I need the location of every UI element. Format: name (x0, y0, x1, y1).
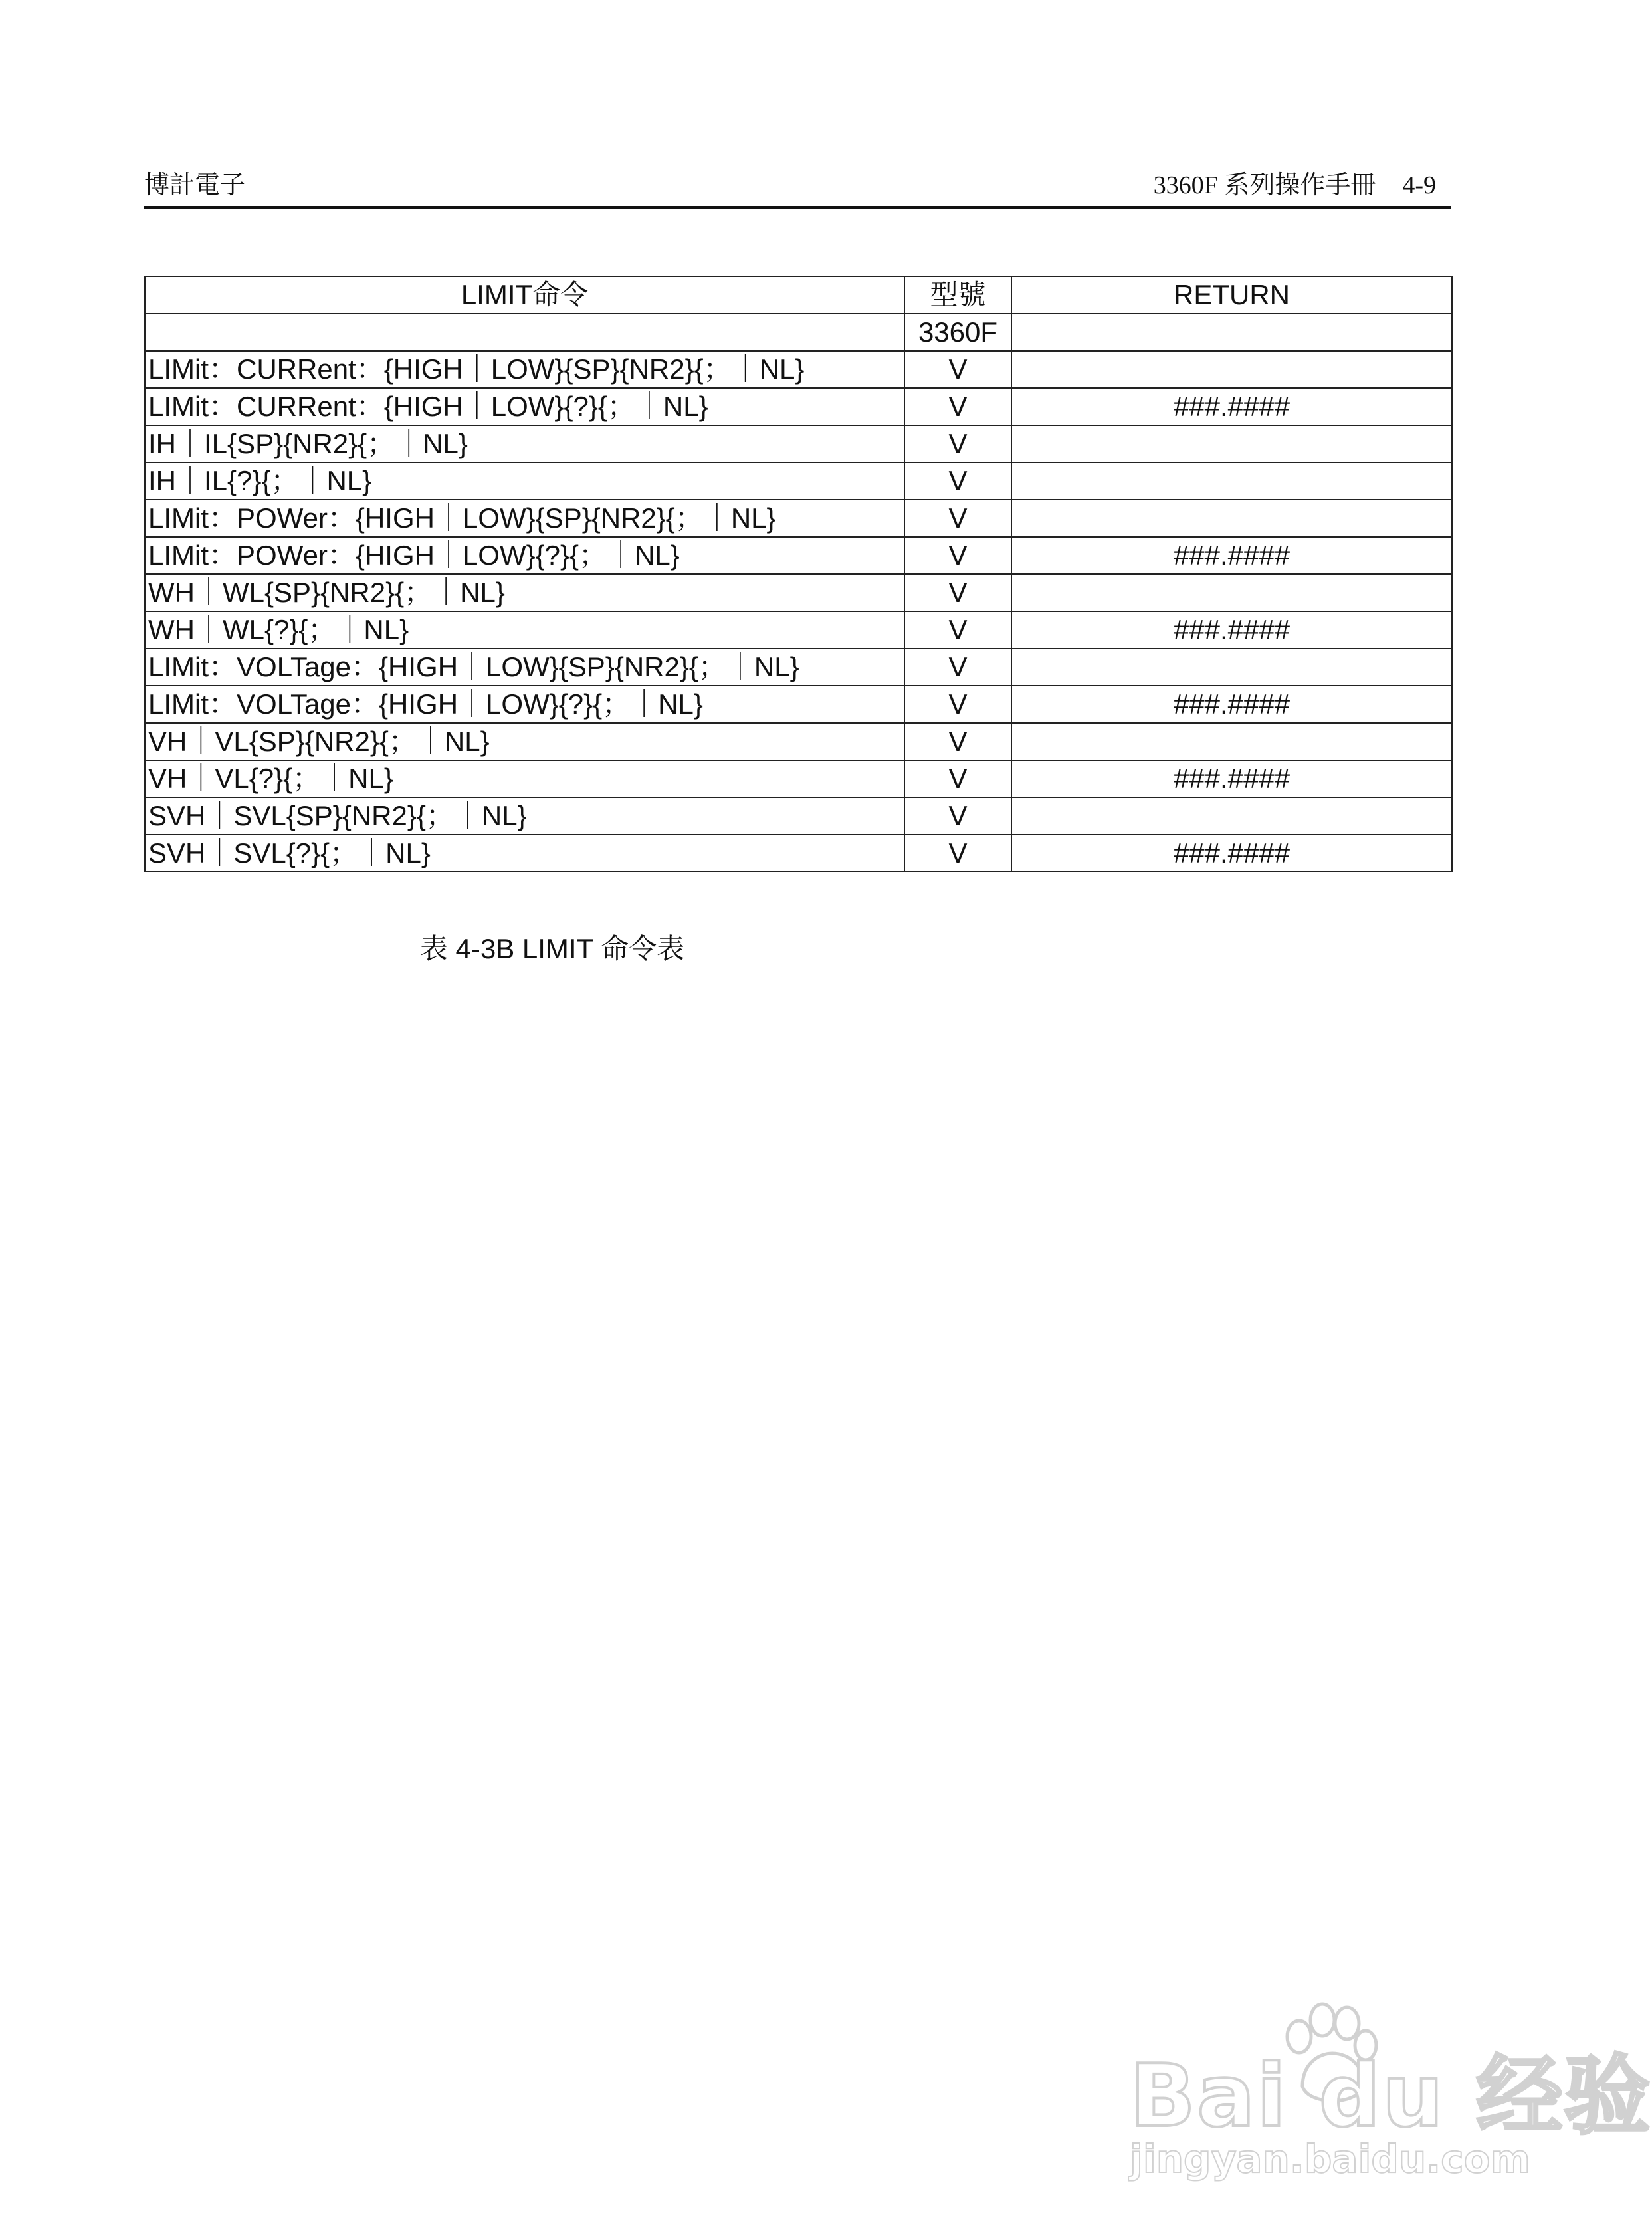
return-cell (1011, 462, 1452, 500)
table-row (145, 723, 1452, 760)
column-header-command: LIMIT命令 (145, 276, 904, 314)
watermark-url: jingyan.baidu.com (1130, 2136, 1530, 2182)
table-row (145, 462, 1452, 500)
support-cell: V (904, 797, 1011, 835)
return-cell (1011, 649, 1452, 686)
support-cell: V (904, 760, 1011, 797)
command-cell: WH｜WL{SP}{NR2}{；｜NL} (145, 574, 904, 611)
table-caption: 表 4-3B LIMIT 命令表 (419, 933, 685, 964)
command-cell: WH｜WL{?}{；｜NL} (145, 611, 904, 649)
column-header-model: 型號 (904, 276, 1011, 314)
support-cell: V (904, 611, 1011, 649)
command-cell: LIMit：VOLTage：{HIGH｜LOW}{SP}{NR2}{；｜NL} (145, 649, 904, 686)
command-cell: VH｜VL{SP}{NR2}{；｜NL} (145, 723, 904, 760)
support-cell: V (904, 537, 1011, 574)
table-row (145, 760, 1452, 797)
support-cell: V (904, 425, 1011, 462)
table-row (145, 574, 1452, 611)
return-cell (1011, 797, 1452, 835)
support-cell: V (904, 500, 1011, 537)
return-cell: ###.#### (1011, 388, 1452, 425)
model-row-empty-cell (145, 314, 904, 351)
column-header-return: RETURN (1011, 276, 1452, 314)
return-cell: ###.#### (1011, 835, 1452, 872)
return-cell: ###.#### (1011, 686, 1452, 723)
table-row (145, 611, 1452, 649)
table-row (145, 537, 1452, 574)
return-cell: ###.#### (1011, 611, 1452, 649)
table-header-row (145, 276, 1452, 314)
table-row (145, 351, 1452, 388)
support-cell: V (904, 723, 1011, 760)
return-cell: ###.#### (1011, 537, 1452, 574)
table-row (145, 388, 1452, 425)
return-cell (1011, 723, 1452, 760)
manual-title (1154, 164, 1436, 201)
command-cell: LIMit：VOLTage：{HIGH｜LOW}{?}{；｜NL} (145, 686, 904, 723)
page-header (144, 166, 1451, 209)
return-cell (1011, 351, 1452, 388)
command-cell: IH｜IL{SP}{NR2}{；｜NL} (145, 425, 904, 462)
command-cell: LIMit：CURRent：{HIGH｜LOW}{?}{；｜NL} (145, 388, 904, 425)
watermark-logo-text: Bai du 经验 (1130, 2045, 1652, 2146)
support-cell: V (904, 462, 1011, 500)
return-cell (1011, 425, 1452, 462)
company-name: 博計電子 (144, 171, 246, 199)
table-row (145, 835, 1452, 872)
command-cell: VH｜VL{?}{；｜NL} (145, 760, 904, 797)
manual-title-text: 3360F 系列操作手冊 (1153, 171, 1376, 199)
command-cell: LIMit：CURRent：{HIGH｜LOW}{SP}{NR2}{；｜NL} (145, 351, 904, 388)
page-number: 4-9 (1402, 171, 1436, 199)
model-name-cell: 3360F (904, 314, 1011, 351)
table-row (145, 797, 1452, 835)
baidu-jingyan-watermark (1130, 2000, 1652, 2213)
support-cell: V (904, 686, 1011, 723)
table-row (145, 649, 1452, 686)
table-row (145, 425, 1452, 462)
limit-command-table (144, 276, 1453, 872)
support-cell: V (904, 388, 1011, 425)
return-cell (1011, 500, 1452, 537)
support-cell: V (904, 351, 1011, 388)
command-cell: SVH｜SVL{?}{；｜NL} (145, 835, 904, 872)
support-cell: V (904, 649, 1011, 686)
table-row (145, 686, 1452, 723)
return-cell: ###.#### (1011, 760, 1452, 797)
command-cell: LIMit：POWer：{HIGH｜LOW}{?}{；｜NL} (145, 537, 904, 574)
table-model-row (145, 314, 1452, 351)
model-row-empty-cell (1011, 314, 1452, 351)
command-cell: IH｜IL{?}{；｜NL} (145, 462, 904, 500)
table-row (145, 500, 1452, 537)
command-cell: SVH｜SVL{SP}{NR2}{；｜NL} (145, 797, 904, 835)
return-cell (1011, 574, 1452, 611)
support-cell: V (904, 574, 1011, 611)
command-cell: LIMit：POWer：{HIGH｜LOW}{SP}{NR2}{；｜NL} (145, 500, 904, 537)
support-cell: V (904, 835, 1011, 872)
